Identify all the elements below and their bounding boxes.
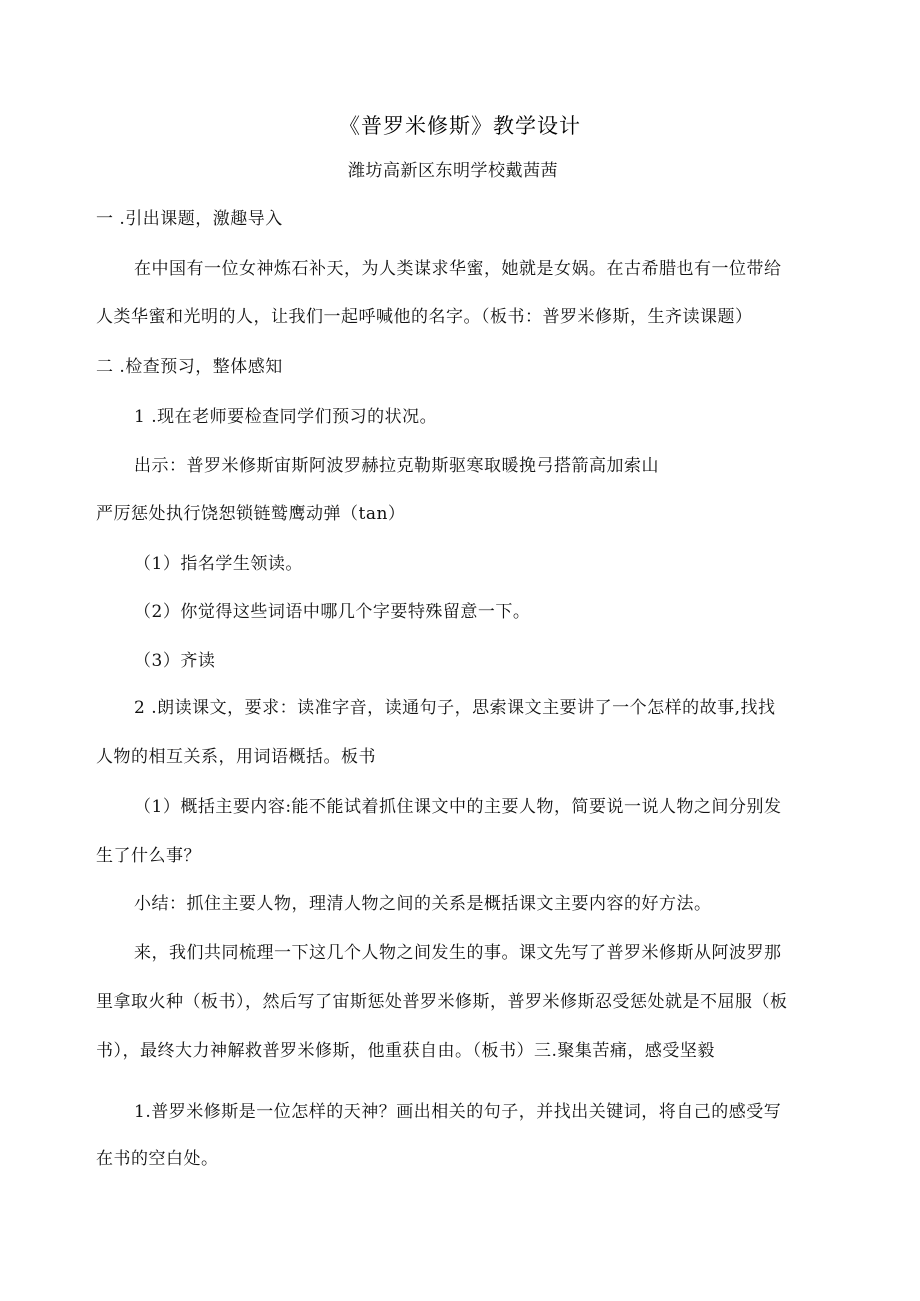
paragraph-line: （1）概括主要内容:能不能试着抓住课文中的主要人物，简要说一说人物之间分别发 xyxy=(134,797,782,817)
paragraph-line: 书），最终大力神解救普罗米修斯，他重获自由。（板书）三.聚集苦痛，感受坚毅 xyxy=(96,1041,715,1061)
paragraph-line: 来，我们共同梳理一下这几个人物之间发生的事。课文先写了普罗米修斯从阿波罗那 xyxy=(134,943,782,963)
document-title: 《普罗米修斯》教学设计 xyxy=(339,114,581,138)
author-line: 潍坊高新区东明学校戴茜茜 xyxy=(348,161,558,181)
paragraph-line: 1 .现在老师要检查同学们预习的状况。 xyxy=(134,407,438,427)
paragraph-line: 在中国有一位女神炼石补天，为人类谋求华蜜，她就是女娲。在古希腊也有一位带给 xyxy=(134,259,782,279)
list-item: （2）你觉得这些词语中哪几个字要特殊留意一下。 xyxy=(134,602,531,622)
paragraph-line: 1.普罗米修斯是一位怎样的天神？画出相关的句子，并找出关键词，将自己的感受写 xyxy=(134,1102,782,1122)
paragraph-line: 出示：普罗米修斯宙斯阿波罗赫拉克勒斯驱寒取暖挽弓搭箭高加索山 xyxy=(134,456,659,476)
list-item: （3）齐读 xyxy=(134,651,216,671)
paragraph-line: 2 .朗读课文，要求：读准字音，读通句子，思索课文主要讲了一个怎样的故事,找找 xyxy=(134,698,776,718)
paragraph-line: 里拿取火种（板书），然后写了宙斯惩处普罗米修斯，普罗米修斯忍受惩处就是不屈服（板 xyxy=(96,992,788,1012)
paragraph-line: 严厉惩处执行饶恕锁链鹫鹰动弹（tan） xyxy=(96,504,406,524)
paragraph-line: 在书的空白处。 xyxy=(96,1149,219,1169)
paragraph-line: 小结：抓住主要人物，理清人物之间的关系是概括课文主要内容的好方法。 xyxy=(134,894,712,914)
paragraph-line: 人类华蜜和光明的人，让我们一起呼喊他的名字。（板书：普罗米修斯，生齐读课题） xyxy=(96,307,753,327)
paragraph-line: 生了什么事？ xyxy=(96,846,201,866)
section-heading-1: 一 .引出课题，激趣导入 xyxy=(96,209,283,229)
section-heading-2: 二 .检查预习，整体感知 xyxy=(96,357,283,377)
list-item: （1）指名学生领读。 xyxy=(134,554,303,574)
paragraph-line: 人物的相互关系，用词语概括。板书 xyxy=(96,747,376,767)
